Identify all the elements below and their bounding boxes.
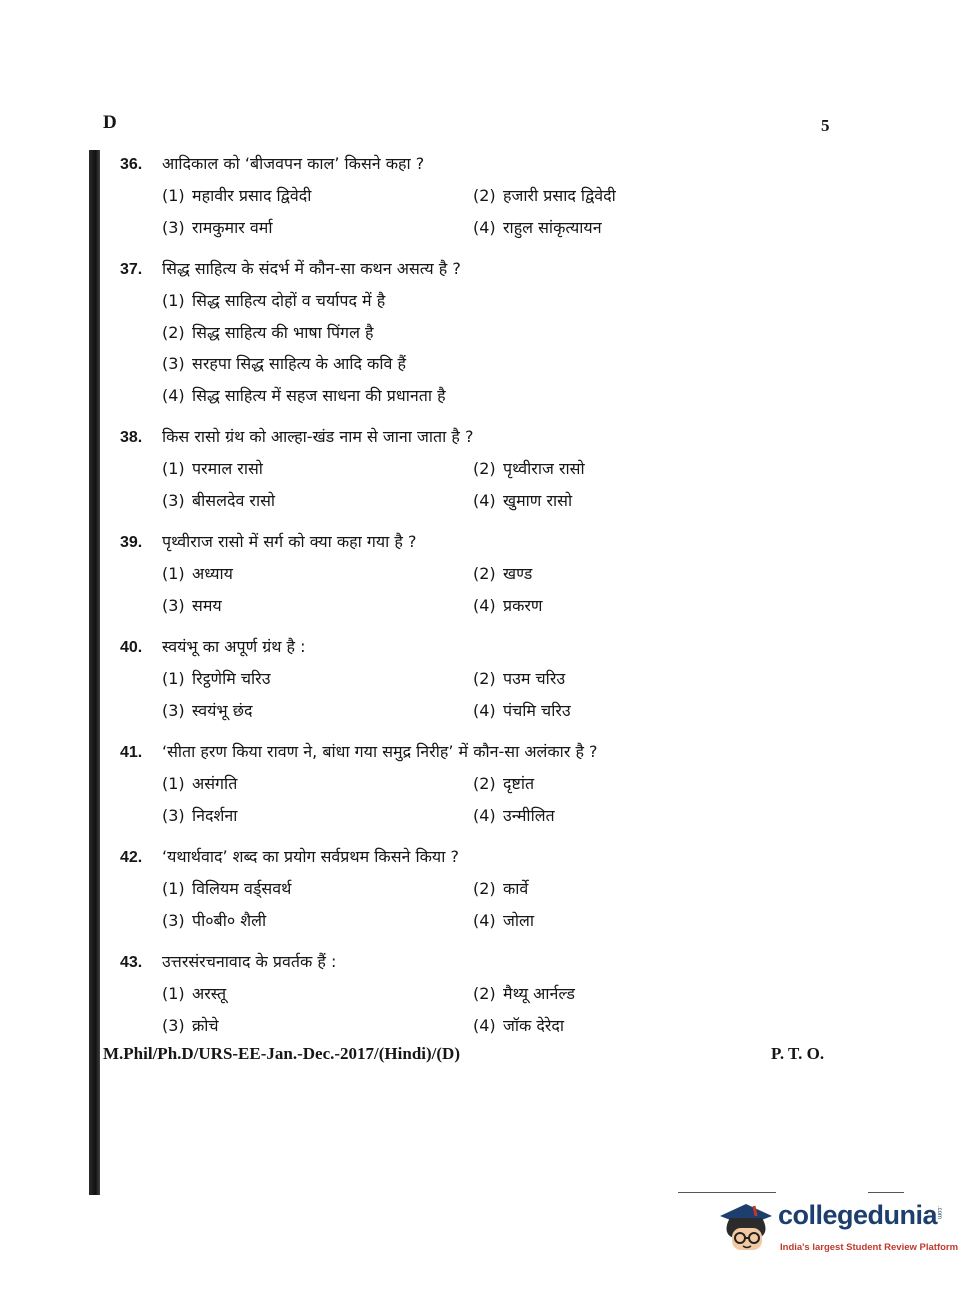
question-text: किस रासो ग्रंथ को आल्हा-खंड नाम से जाना जाता है ? xyxy=(162,427,474,446)
question-item xyxy=(120,530,680,625)
question-number: 43. xyxy=(120,954,143,971)
answer-option xyxy=(162,489,473,521)
answer-option xyxy=(473,1014,733,1046)
option-list xyxy=(162,982,680,1045)
answer-option xyxy=(162,216,473,248)
option-number: (2) xyxy=(473,186,496,205)
option-number: (4) xyxy=(473,217,496,237)
option-list xyxy=(162,667,680,730)
option-text: निदर्शना xyxy=(192,805,238,825)
option-text: पी०बी० शैली xyxy=(192,910,267,930)
option-text: खुमाण रासो xyxy=(503,490,573,510)
question-item xyxy=(120,950,680,1045)
option-list xyxy=(162,772,680,835)
option-number: (4) xyxy=(473,490,496,510)
answer-option xyxy=(473,877,733,909)
option-number: (3) xyxy=(162,595,185,615)
option-number: (1) xyxy=(162,984,185,1003)
option-list xyxy=(162,877,680,940)
question-number: 42. xyxy=(120,849,143,866)
graduate-mascot-icon xyxy=(716,1198,778,1258)
option-list xyxy=(162,457,680,520)
question-number: 36. xyxy=(120,156,143,173)
answer-option xyxy=(473,909,733,941)
option-number: (1) xyxy=(162,459,185,478)
question-text: उत्तरसंरचनावाद के प्रवर्तक हैं : xyxy=(162,952,337,971)
answer-option xyxy=(162,184,473,216)
question-stem xyxy=(120,845,680,877)
question-stem xyxy=(120,740,680,772)
answer-option xyxy=(473,489,733,521)
answer-option xyxy=(162,562,473,594)
answer-option xyxy=(473,457,733,489)
option-text: उन्मीलित xyxy=(503,805,555,825)
option-number: (3) xyxy=(162,805,185,825)
option-text: पंचमि चरिउ xyxy=(503,700,571,720)
divider xyxy=(868,1192,904,1193)
option-text: प्रकरण xyxy=(503,595,543,615)
option-text: विलियम वर्ड्सवर्थ xyxy=(192,879,292,898)
answer-option xyxy=(162,877,473,909)
option-text: क्रोचे xyxy=(192,1015,219,1035)
option-text: रिट्ठणेमि चरिउ xyxy=(192,669,271,688)
question-text: पृथ्वीराज रासो में सर्ग को क्या कहा गया है ? xyxy=(162,532,417,551)
answer-option xyxy=(162,594,473,626)
question-number: 40. xyxy=(120,639,143,656)
option-list xyxy=(162,289,680,415)
option-text: सिद्ध साहित्य दोहों व चर्यापद में है xyxy=(192,291,386,310)
question-number: 39. xyxy=(120,534,143,551)
option-list xyxy=(162,562,680,625)
question-text: स्वयंभू का अपूर्ण ग्रंथ है : xyxy=(162,637,306,656)
scan-edge-bar xyxy=(89,150,100,1195)
option-text: महावीर प्रसाद द्विवेदी xyxy=(192,186,312,205)
question-stem xyxy=(120,152,680,184)
option-number: (3) xyxy=(162,354,185,373)
option-number: (4) xyxy=(473,1015,496,1035)
option-text: अरस्तू xyxy=(192,984,227,1003)
set-code: D xyxy=(103,112,117,133)
answer-option xyxy=(473,562,733,594)
page-number: 5 xyxy=(821,116,830,135)
option-text: जोला xyxy=(503,910,535,930)
option-text: सरहपा सिद्ध साहित्य के आदि कवि हैं xyxy=(192,354,406,373)
pto-label: P. T. O. xyxy=(771,1044,825,1063)
answer-option xyxy=(473,804,733,836)
question-item xyxy=(120,845,680,940)
option-number: (2) xyxy=(473,984,496,1003)
option-text: समय xyxy=(192,595,222,615)
answer-option xyxy=(162,982,473,1014)
option-text: दृष्टांत xyxy=(503,774,535,793)
option-text: मैथ्यू आर्नल्ड xyxy=(503,984,575,1003)
option-text: कार्वे xyxy=(503,879,529,898)
option-text: परमाल रासो xyxy=(192,459,263,478)
question-stem xyxy=(120,950,680,982)
question-number: 38. xyxy=(120,429,143,446)
option-text: राहुल सांकृत्यायन xyxy=(503,217,602,237)
question-stem xyxy=(120,530,680,562)
paper-code: M.Phil/Ph.D/URS-EE-Jan.-Dec.-2017/(Hindi)/(D) xyxy=(103,1044,460,1063)
option-number: (4) xyxy=(162,385,185,405)
answer-option xyxy=(162,352,722,384)
answer-option xyxy=(473,982,733,1014)
option-list xyxy=(162,184,680,247)
answer-option xyxy=(162,384,722,416)
question-item xyxy=(120,740,680,835)
option-text: अध्याय xyxy=(192,564,233,583)
answer-option xyxy=(162,699,473,731)
option-number: (2) xyxy=(473,774,496,793)
option-text: बीसलदेव रासो xyxy=(192,490,276,510)
question-item xyxy=(120,257,680,415)
answer-option xyxy=(473,216,733,248)
option-number: (3) xyxy=(162,700,185,720)
watermark-domain: .com xyxy=(936,1206,942,1220)
question-text: ‘यथार्थवाद’ शब्द का प्रयोग सर्वप्रथम किसने किया ? xyxy=(162,847,459,866)
answer-option xyxy=(473,699,733,731)
question-stem xyxy=(120,425,680,457)
answer-option xyxy=(473,772,733,804)
option-text: रामकुमार वर्मा xyxy=(192,217,273,237)
answer-option xyxy=(473,594,733,626)
answer-option xyxy=(162,457,473,489)
watermark-name: collegedunia xyxy=(778,1200,938,1230)
question-number: 37. xyxy=(120,261,143,278)
answer-option xyxy=(473,184,733,216)
option-number: (1) xyxy=(162,774,185,793)
option-number: (2) xyxy=(473,669,496,688)
option-text: जॉक देरेदा xyxy=(503,1015,565,1035)
option-number: (4) xyxy=(473,595,496,615)
option-number: (1) xyxy=(162,186,185,205)
answer-option xyxy=(162,289,722,321)
question-text: आदिकाल को ‘बीजवपन काल’ किसने कहा ? xyxy=(162,154,425,173)
question-list xyxy=(120,152,680,1055)
question-number: 41. xyxy=(120,744,143,761)
option-number: (1) xyxy=(162,669,185,688)
question-stem xyxy=(120,635,680,667)
option-text: पृथ्वीराज रासो xyxy=(503,459,585,478)
option-text: असंगति xyxy=(192,774,238,793)
option-number: (4) xyxy=(473,805,496,825)
watermark-logo xyxy=(716,1198,959,1258)
option-number: (2) xyxy=(473,459,496,478)
answer-option xyxy=(162,321,722,353)
option-text: पउम चरिउ xyxy=(503,669,566,688)
answer-option xyxy=(473,667,733,699)
option-number: (4) xyxy=(473,910,496,930)
option-text: सिद्ध साहित्य की भाषा पिंगल है xyxy=(192,322,374,342)
option-number: (1) xyxy=(162,291,185,310)
option-number: (3) xyxy=(162,217,185,237)
option-text: हजारी प्रसाद द्विवेदी xyxy=(503,186,616,205)
answer-option xyxy=(162,667,473,699)
answer-option xyxy=(162,804,473,836)
question-item xyxy=(120,635,680,730)
option-number: (2) xyxy=(473,879,496,898)
option-number: (4) xyxy=(473,700,496,720)
question-text: सिद्ध साहित्य के संदर्भ में कौन-सा कथन असत्य है ? xyxy=(162,259,461,278)
question-item xyxy=(120,425,680,520)
option-number: (1) xyxy=(162,879,185,898)
question-stem xyxy=(120,257,680,289)
option-number: (3) xyxy=(162,910,185,930)
option-number: (2) xyxy=(162,322,185,342)
option-text: खण्ड xyxy=(503,564,533,583)
watermark-tagline: India's largest Student Review Platform xyxy=(780,1242,959,1253)
option-text: सिद्ध साहित्य में सहज साधना की प्रधानता है xyxy=(192,385,446,405)
option-number: (1) xyxy=(162,564,185,583)
answer-option xyxy=(162,772,473,804)
question-text: ‘सीता हरण किया रावण ने, बांधा गया समुद्र निरीह’ में कौन-सा अलंकार है ? xyxy=(162,742,598,761)
option-number: (3) xyxy=(162,490,185,510)
answer-option xyxy=(162,909,473,941)
option-number: (3) xyxy=(162,1015,185,1035)
question-item xyxy=(120,152,680,247)
divider xyxy=(678,1192,776,1193)
answer-option xyxy=(162,1014,473,1046)
option-number: (2) xyxy=(473,564,496,583)
option-text: स्वयंभू छंद xyxy=(192,700,253,720)
